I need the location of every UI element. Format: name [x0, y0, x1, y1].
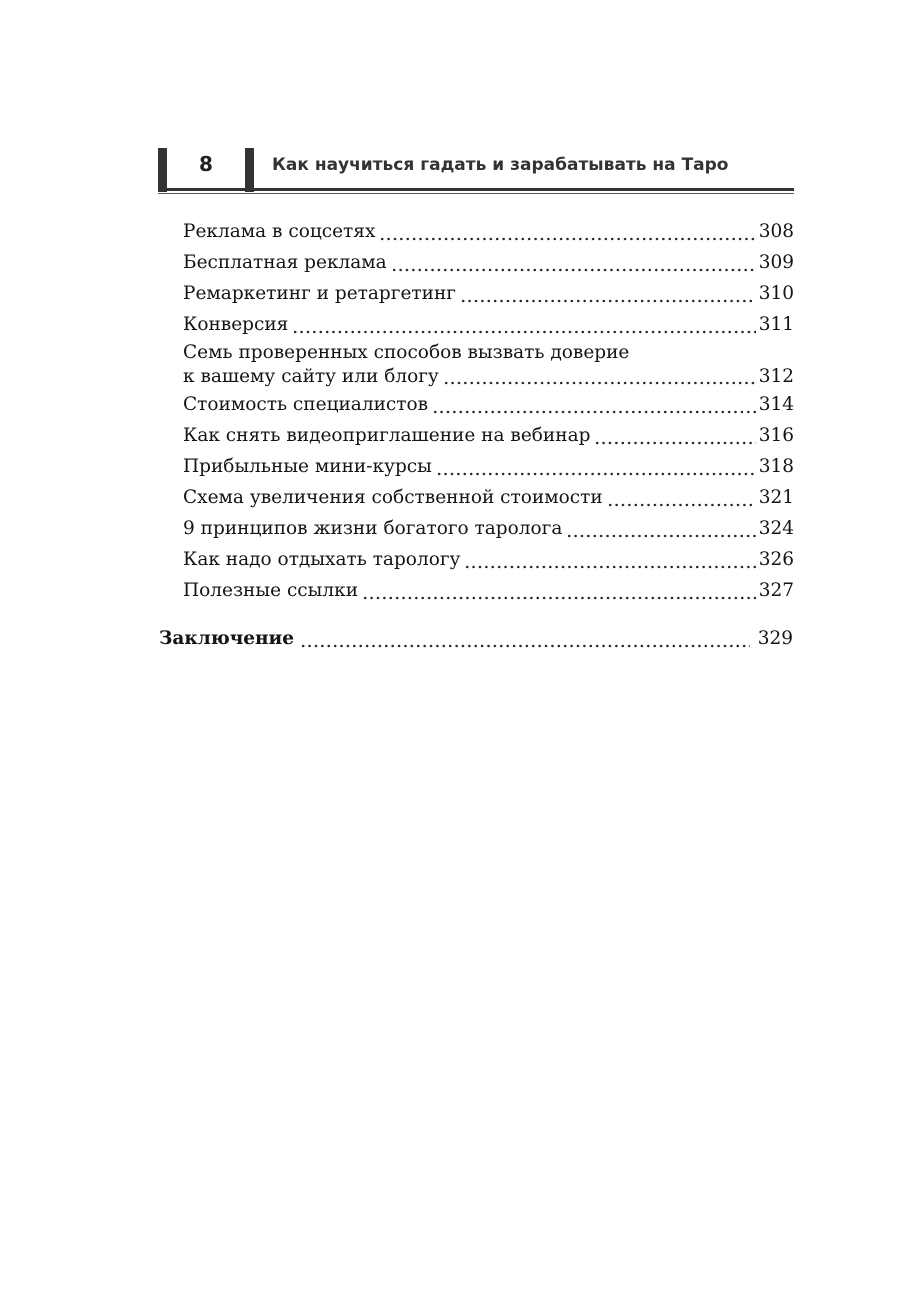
toc-entry [183, 247, 794, 278]
toc-entry-title: Как снять видеоприглашение на вебинар [183, 425, 591, 446]
dot-leader [391, 268, 756, 272]
toc-entry-page: 324 [758, 518, 794, 539]
header-bar-left [158, 148, 167, 192]
dot-leader [607, 503, 756, 507]
dot-leader [436, 472, 756, 476]
conclusion-title: Заключение [159, 628, 295, 649]
toc-entry-page: 316 [758, 425, 794, 446]
toc-entry-page: 309 [758, 252, 794, 273]
conclusion-page: 329 [757, 628, 793, 649]
running-title: Как научиться гадать и зарабатывать на Таро [272, 155, 729, 175]
dot-leader [443, 381, 756, 385]
toc-entry [183, 389, 794, 420]
dot-leader [300, 644, 750, 648]
toc-entry [183, 482, 794, 513]
dot-leader [292, 330, 755, 334]
toc-entry-title: Конверсия [183, 314, 289, 335]
page-number: 8 [199, 152, 213, 176]
toc-entry-title-line1: Семь проверенных способов вызвать доверие [183, 342, 630, 363]
dot-leader [362, 596, 756, 600]
toc-entry [183, 575, 794, 606]
running-header [158, 144, 794, 196]
dot-leader [566, 534, 755, 538]
toc-entry [183, 544, 794, 575]
toc-entry-page: 308 [758, 221, 794, 242]
toc-entry-page: 311 [758, 314, 794, 335]
table-of-contents [183, 216, 794, 606]
toc-entry-title: Прибыльные мини-курсы [183, 456, 432, 477]
toc-entry-page: 326 [758, 549, 794, 570]
toc-entry-title: Бесплатная реклама [183, 252, 387, 273]
dot-leader [432, 410, 756, 414]
dot-leader [594, 441, 755, 445]
toc-entry-page: 314 [758, 394, 794, 415]
header-rule-thin [158, 193, 794, 194]
toc-entry-page: 310 [758, 283, 794, 304]
toc-entry-page: 327 [758, 580, 794, 601]
toc-entry-second-line [183, 365, 794, 389]
dot-leader [464, 565, 755, 569]
toc-entry-title: Как надо отдыхать тарологу [183, 549, 461, 570]
toc-entry-title: Ремаркетинг и ретаргетинг [183, 283, 456, 304]
header-rule-thick [158, 188, 794, 191]
toc-entry-page: 318 [758, 456, 794, 477]
toc-entry [183, 278, 794, 309]
header-bar-divider [245, 148, 254, 192]
toc-entry-title: Реклама в соцсетях [183, 221, 376, 242]
toc-entry-conclusion [159, 623, 793, 654]
toc-entry-title-line2: к вашему сайту или блогу [183, 366, 439, 387]
toc-entry-page: 312 [758, 366, 794, 387]
toc-entry [183, 513, 794, 544]
toc-entry-title: Схема увеличения собственной стоимости [183, 487, 603, 508]
dot-leader [460, 299, 756, 303]
toc-entry-page: 321 [758, 487, 794, 508]
toc-entry [183, 340, 794, 389]
toc-entry-title: 9 принципов жизни богатого таролога [183, 518, 563, 539]
toc-entry-title: Полезные ссылки [183, 580, 359, 601]
toc-entry [183, 309, 794, 340]
dot-leader [379, 237, 755, 241]
toc-entry [183, 451, 794, 482]
toc-entry-title: Стоимость специалистов [183, 394, 429, 415]
toc-entry [183, 216, 794, 247]
toc-entry [183, 420, 794, 451]
